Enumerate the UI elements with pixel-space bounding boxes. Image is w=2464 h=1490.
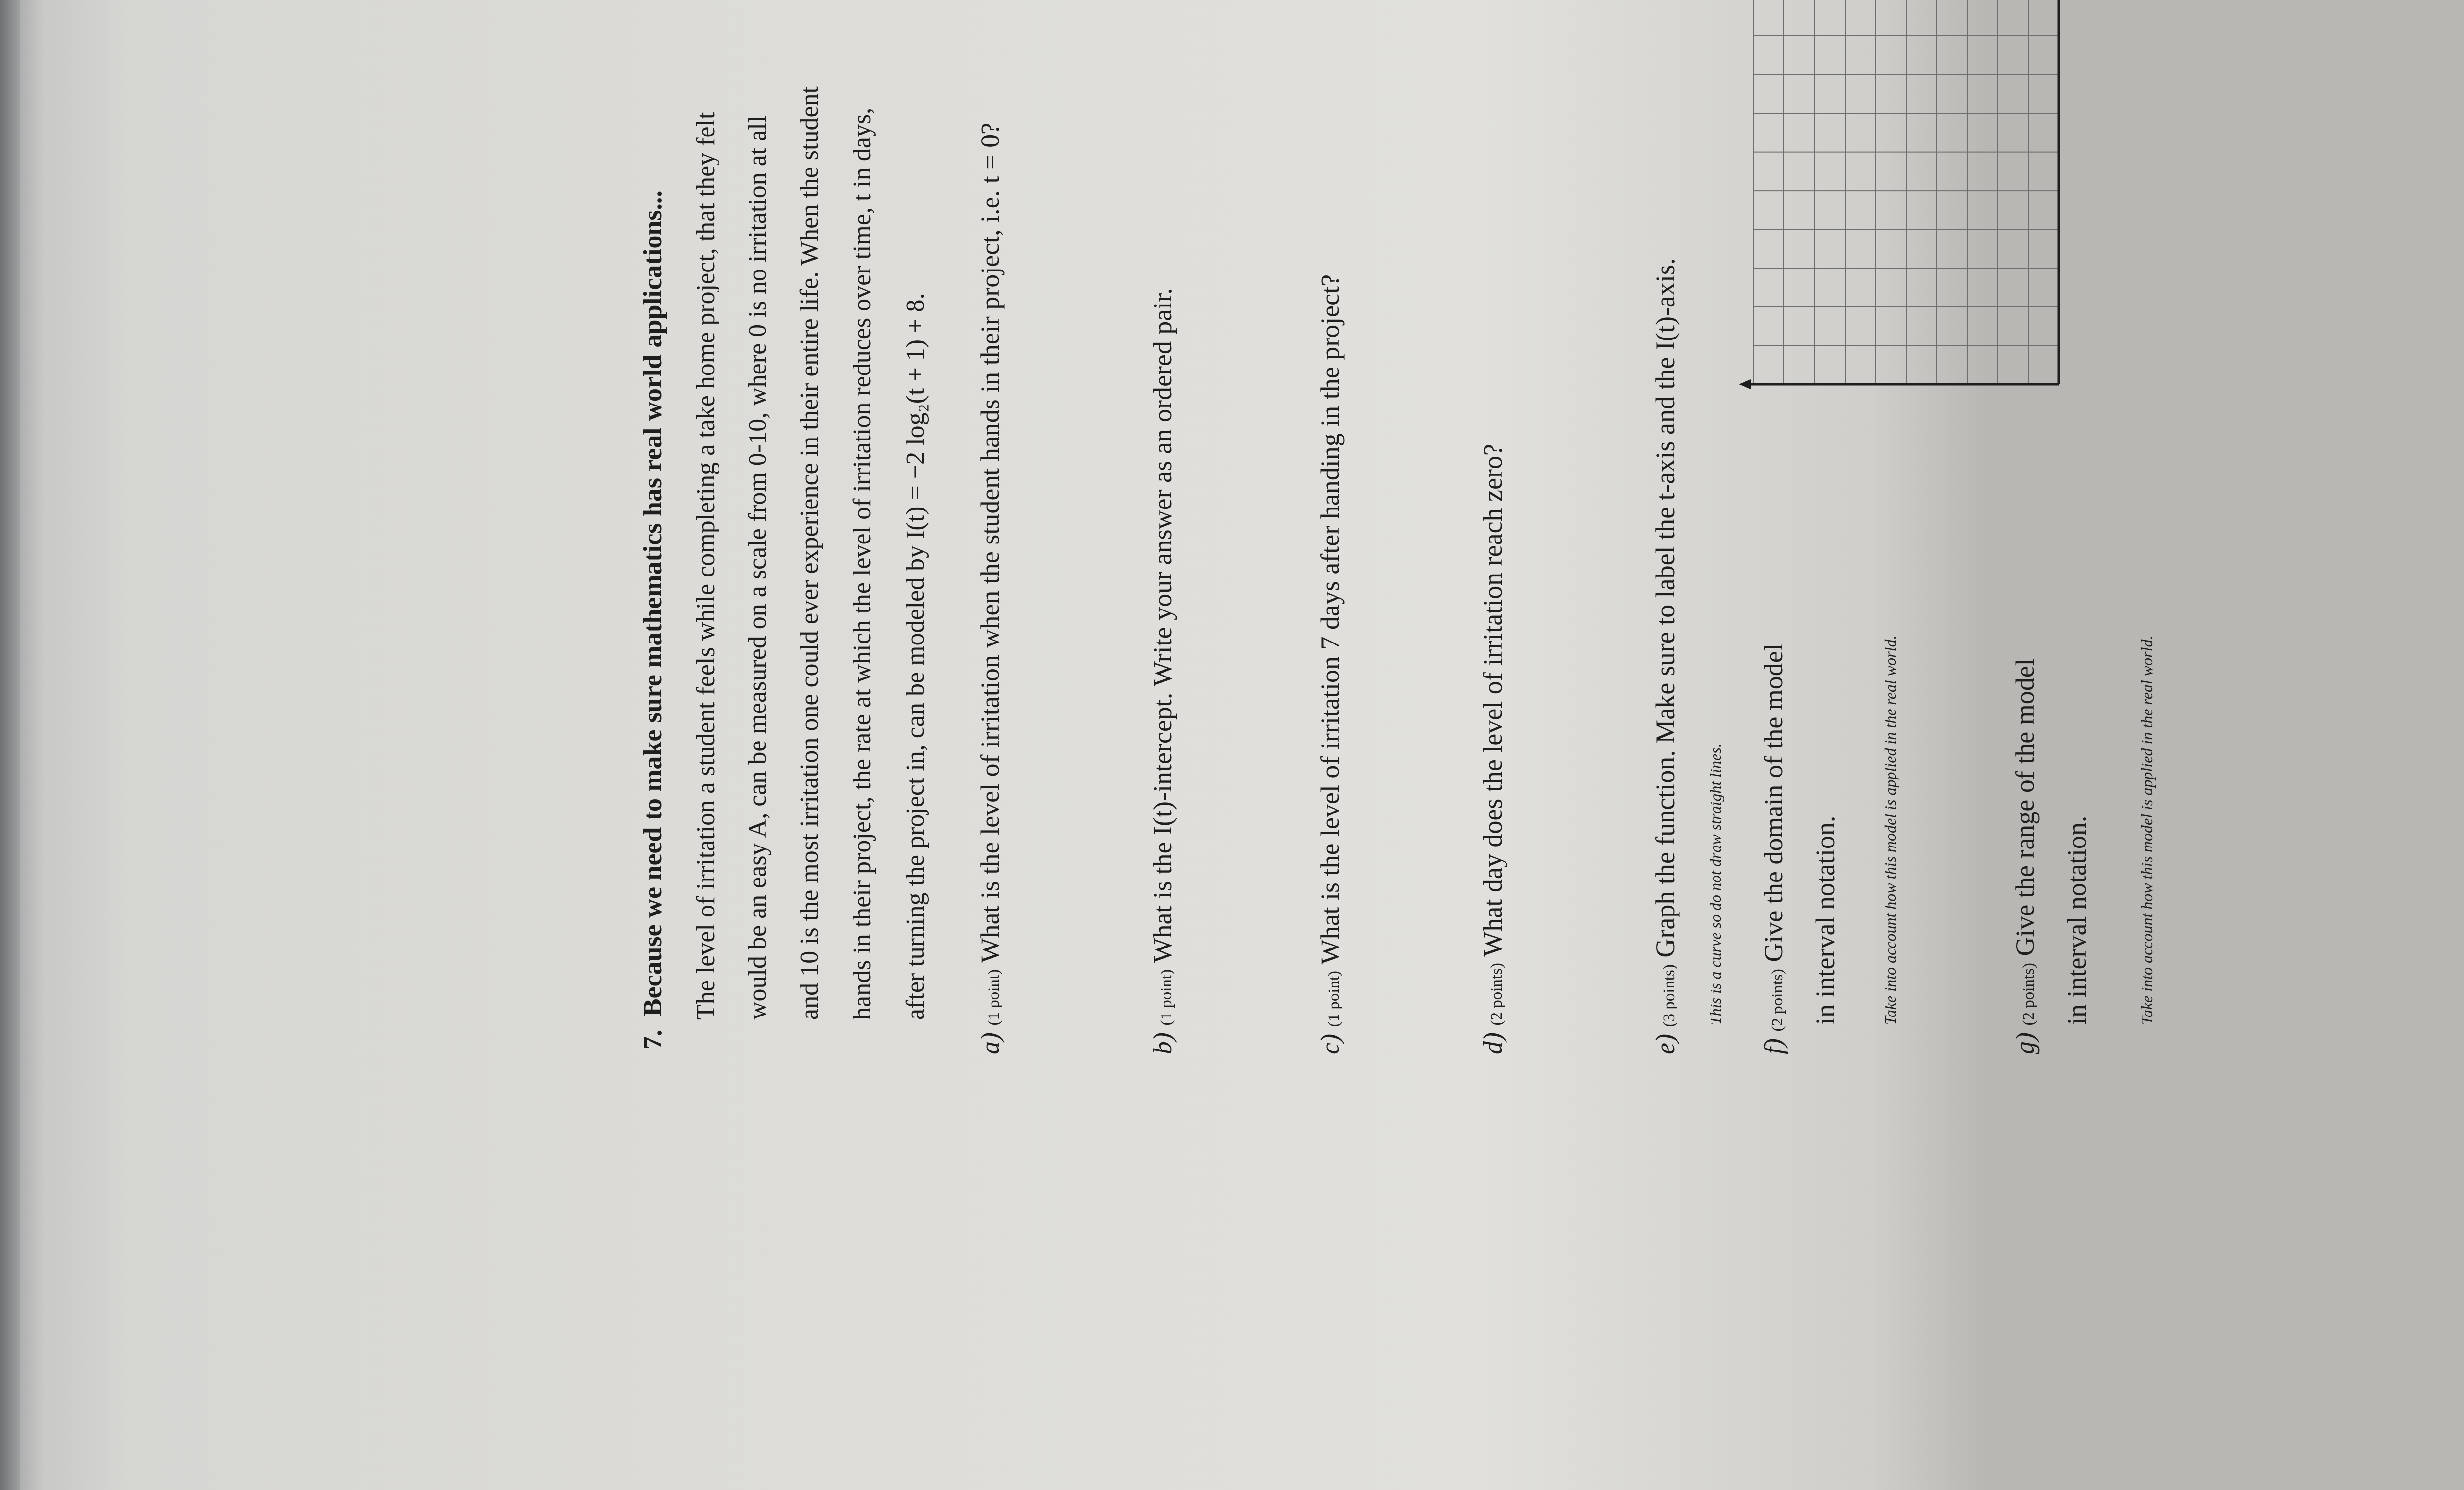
part-e [1650, 258, 1680, 1054]
part-e-note: This is a curve so do not draw straight lines. [1707, 744, 1724, 1025]
photo-background-edge [0, 0, 20, 1490]
part-a-label: a) [975, 1032, 1005, 1054]
part-f-note: Take into account how this model is applied in the real world. [1882, 635, 1899, 1025]
part-b-question: What is the I(t)-intercept. Write your answer as an ordered pair. [1148, 288, 1177, 963]
part-c [1315, 274, 1345, 1054]
part-f-question-cont: in interval notation. [1811, 815, 1840, 1025]
part-g-question: Give the range of the model [2010, 658, 2040, 956]
part-f-question: Give the domain of the model [1759, 643, 1788, 962]
i-axis-arrow [1739, 379, 1751, 389]
intro-line-3: and 10 is the most irritation one could ever experience in their entire life. When the student [795, 86, 823, 1020]
intro-line-2: would be an easy A, can be measured on a scale from 0-10, where 0 is no irritation at all [744, 115, 772, 1020]
part-g [2010, 658, 2040, 1054]
part-g-note: Take into account how this model is applied in the real world. [2138, 635, 2156, 1025]
part-f-points: (2 points) [1769, 969, 1786, 1032]
intro-line-5: after turning the project in, can be modeled by I(t) = −2 log₂(t + 1) + 8. [901, 293, 929, 1020]
graph-grid-svg [1744, 0, 2069, 404]
intro-line-4: hands in their project, the rate at which the level of irritation reduces over time, t in days, [848, 107, 876, 1020]
part-b [1147, 288, 1178, 1054]
part-a-question: What is the level of irritation when the student hands in their project, i.e. t = 0? [975, 122, 1005, 963]
part-d-label: d) [1478, 1032, 1507, 1054]
part-f [1758, 643, 1789, 1054]
part-a [975, 123, 1005, 1054]
part-d-question: What day does the level of irritation reach zero? [1478, 444, 1507, 957]
part-a-points: (1 point) [985, 969, 1003, 1026]
part-e-points: (3 points) [1660, 964, 1678, 1027]
part-g-question-cont: in interval notation. [2062, 815, 2091, 1025]
problem-number: 7. [638, 1029, 667, 1050]
part-c-points: (1 point) [1325, 970, 1343, 1027]
part-b-label: b) [1148, 1032, 1177, 1054]
part-g-label: g) [2010, 1032, 2040, 1054]
worksheet-page [497, 0, 2464, 1242]
part-e-question: Graph the function. Make sure to label the t-axis and the I(t)-axis. [1650, 258, 1680, 958]
part-f-label: f) [1759, 1038, 1788, 1054]
graph-grid[interactable] [1744, 0, 2069, 404]
part-g-points: (2 points) [2020, 963, 2038, 1026]
problem-title: Because we need to make sure mathematics has real world applications... [638, 190, 667, 1016]
part-d-points: (2 points) [1488, 963, 1506, 1026]
problem-heading [637, 190, 668, 1050]
part-d [1477, 444, 1508, 1054]
intro-line-1: The level of irritation a student feels while completing a take home project, that they felt [692, 112, 720, 1020]
part-c-label: c) [1315, 1034, 1345, 1054]
part-c-question: What is the level of irritation 7 days after handing in the project? [1315, 274, 1345, 965]
part-e-label: e) [1650, 1034, 1680, 1054]
part-b-points: (1 point) [1158, 969, 1175, 1026]
